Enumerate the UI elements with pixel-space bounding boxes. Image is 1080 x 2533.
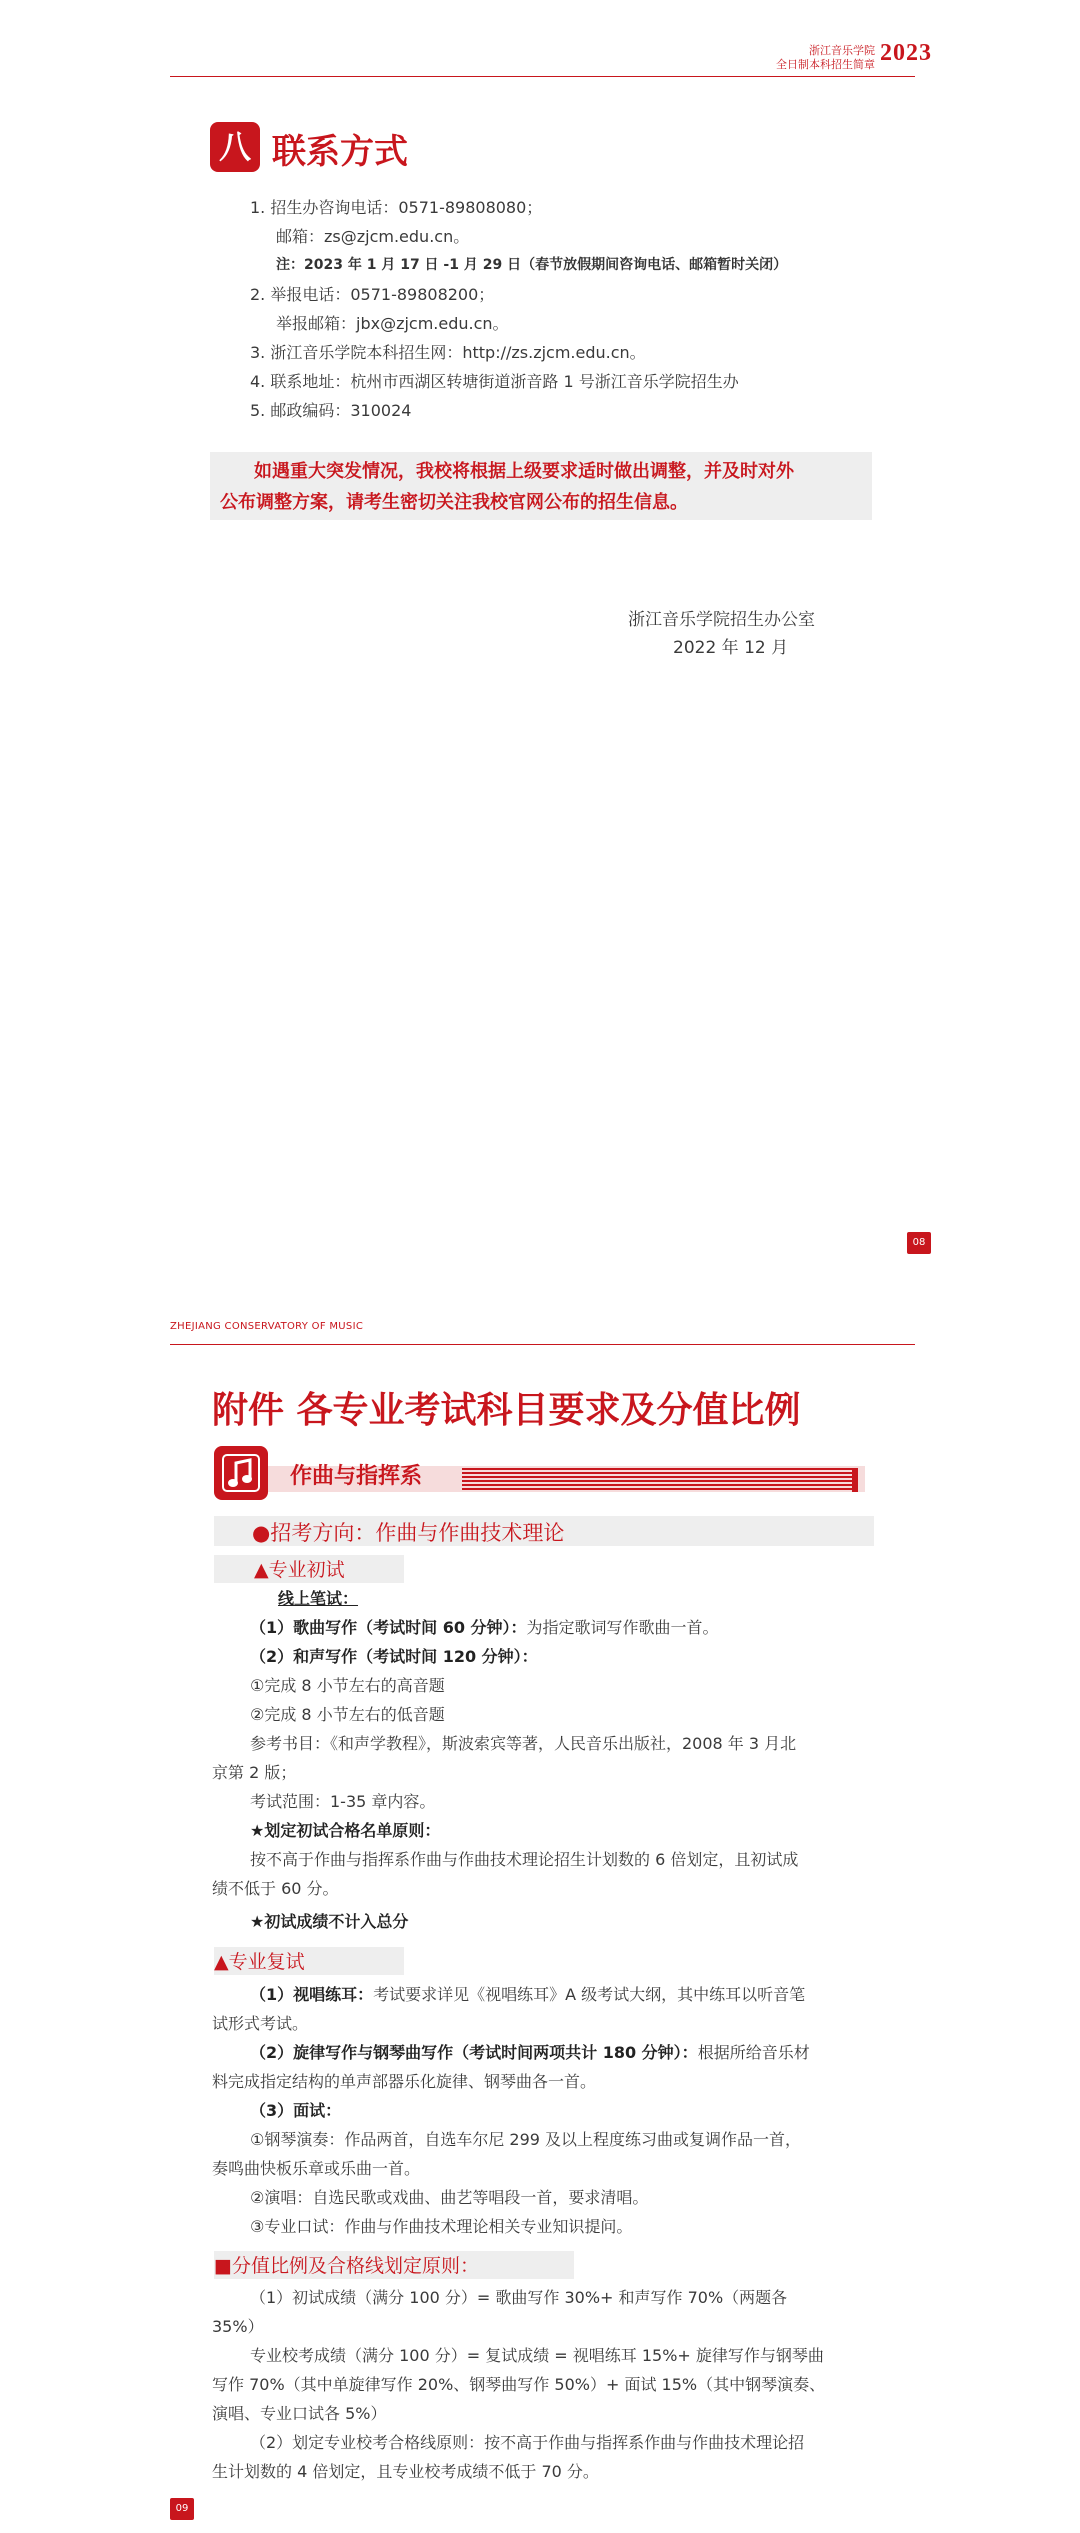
header-divider: [170, 1344, 915, 1345]
rule-title: ★划定初试合格名单原则：: [250, 1821, 441, 1840]
reference-text: 参考书目：《和声学教程》，斯波索宾等著，人民音乐出版社，2008 年 3 月北: [250, 1734, 797, 1753]
harmony-label: （2）和声写作（考试时间 120 分钟）：: [250, 1647, 538, 1666]
header-school: [776, 44, 875, 72]
prelim-heading: ▲专业初试: [254, 1559, 345, 1581]
contact-item: 5. 邮政编码：310024: [250, 401, 412, 420]
song-label: （1）歌曲写作（考试时间 60 分钟）：: [250, 1618, 527, 1637]
score-text: （1）初试成绩（满分 100 分）= 歌曲写作 30%+ 和声写作 70%（两题各: [250, 2288, 788, 2307]
contact-item: 邮箱：zs@zjcm.edu.cn。: [276, 227, 470, 246]
rule-text: 按不高于作曲与指挥系作曲与作曲技术理论招生计划数的 6 倍划定，且初试成: [250, 1850, 799, 1869]
retest-label: （3）面试：: [250, 2101, 342, 2120]
retest-text: 料完成指定结构的单声部器乐化旋律、钢琴曲各一首。: [212, 2072, 597, 2091]
interview-item: ①钢琴演奏：作品两首，自选车尔尼 299 及以上程度练习曲或复调作品一首，: [250, 2130, 802, 2149]
retest-heading: ▲专业复试: [214, 1951, 305, 1973]
page-number: 09: [170, 2498, 194, 2520]
score-text: 演唱、专业口试各 5%）: [212, 2404, 387, 2423]
online-label: 线上笔试：: [278, 1589, 359, 1608]
notice-box: [210, 452, 872, 520]
header-line2: 全日制本科招生简章: [776, 58, 875, 71]
score-text: （2）划定专业校考合格线原则：按不高于作曲与指挥系作曲与作曲技术理论招: [250, 2433, 805, 2452]
contact-item: 4. 联系地址：杭州市西湖区转塘街道浙音路 1 号浙江音乐学院招生办: [250, 372, 739, 391]
prelim-body: [212, 1584, 870, 1936]
music-note-icon: [214, 1446, 268, 1500]
header-line1: 浙江音乐学院: [809, 44, 875, 57]
score-heading: ■分值比例及合格线划定原则：: [214, 2255, 479, 2277]
score-text: 生计划数的 4 倍划定，且专业校考成绩不低于 70 分。: [212, 2462, 599, 2481]
page-title: 附件 各专业考试科目要求及分值比例: [212, 1389, 801, 1431]
contact-item: 举报邮箱：jbx@zjcm.edu.cn。: [276, 314, 509, 333]
english-header: ZHEJIANG CONSERVATORY OF MUSIC: [170, 1321, 364, 1332]
notice-line: 公布调整方案，请考生密切关注我校官网公布的招生信息。: [220, 492, 688, 513]
harmony-item: ①完成 8 小节左右的高音题: [250, 1676, 445, 1695]
notice-line: 如遇重大突发情况，我校将根据上级要求适时做出调整，并及时对外: [254, 461, 794, 482]
page-number: 08: [907, 1232, 931, 1254]
decorative-stripes: [462, 1468, 852, 1492]
not-counted-note: ★初试成绩不计入总分: [250, 1912, 409, 1931]
retest-text: 根据所给音乐材: [697, 2043, 810, 2062]
header-year: 2023: [880, 40, 932, 66]
retest-label: （1）视唱练耳：: [250, 1985, 374, 2004]
direction-heading: ●招考方向：作曲与作曲技术理论: [252, 1521, 565, 1545]
retest-text: 试形式考试。: [212, 2014, 309, 2033]
contact-item: 2. 举报电话：0571-89808200；: [250, 285, 495, 304]
interview-item: ③专业口试：作曲与作曲技术理论相关专业知识提问。: [250, 2217, 633, 2236]
harmony-item: ②完成 8 小节左右的低音题: [250, 1705, 445, 1724]
contact-list: [250, 193, 787, 425]
song-text: 为指定歌词写作歌曲一首。: [526, 1618, 719, 1637]
reference-text: 京第 2 版；: [212, 1763, 297, 1782]
retest-label: （2）旋律写作与钢琴曲写作（考试时间两项共计 180 分钟）：: [250, 2043, 698, 2062]
score-body: [212, 2283, 870, 2486]
dept-title: 作曲与指挥系: [290, 1463, 423, 1489]
contact-item: 3. 浙江音乐学院本科招生网：http://zs.zjcm.edu.cn。: [250, 343, 646, 362]
rule-text: 绩不低于 60 分。: [212, 1879, 339, 1898]
interview-item: 奏鸣曲快板乐章或乐曲一首。: [212, 2159, 421, 2178]
decorative-bar: [852, 1468, 858, 1492]
section-number-badge: 八: [210, 122, 260, 172]
section-title: 联系方式: [272, 132, 408, 172]
retest-text: 考试要求详见《视唱练耳》A 级考试大纲，其中练耳以听音笔: [373, 1985, 806, 2004]
scope-text: 考试范围：1-35 章内容。: [250, 1792, 436, 1811]
contact-note: 注：2023 年 1 月 17 日 -1 月 29 日（春节放假期间咨询电话、邮箱暂时关闭）: [276, 257, 788, 273]
signature-date: 2022 年 12 月: [673, 638, 789, 658]
interview-item: ②演唱：自选民歌或戏曲、曲艺等唱段一首，要求清唱。: [250, 2188, 649, 2207]
contact-item: 1. 招生办咨询电话：0571-89808080；: [250, 198, 543, 217]
signature-org: 浙江音乐学院招生办公室: [628, 610, 815, 630]
score-text: 专业校考成绩（满分 100 分）= 复试成绩 = 视唱练耳 15%+ 旋律写作与钢琴曲: [250, 2346, 824, 2365]
score-text: 35%）: [212, 2317, 264, 2336]
header-divider: [170, 76, 915, 77]
retest-body: [212, 1980, 870, 2241]
score-text: 写作 70%（其中单旋律写作 20%、钢琴曲写作 50%）+ 面试 15%（其中钢琴演奏、: [212, 2375, 826, 2394]
